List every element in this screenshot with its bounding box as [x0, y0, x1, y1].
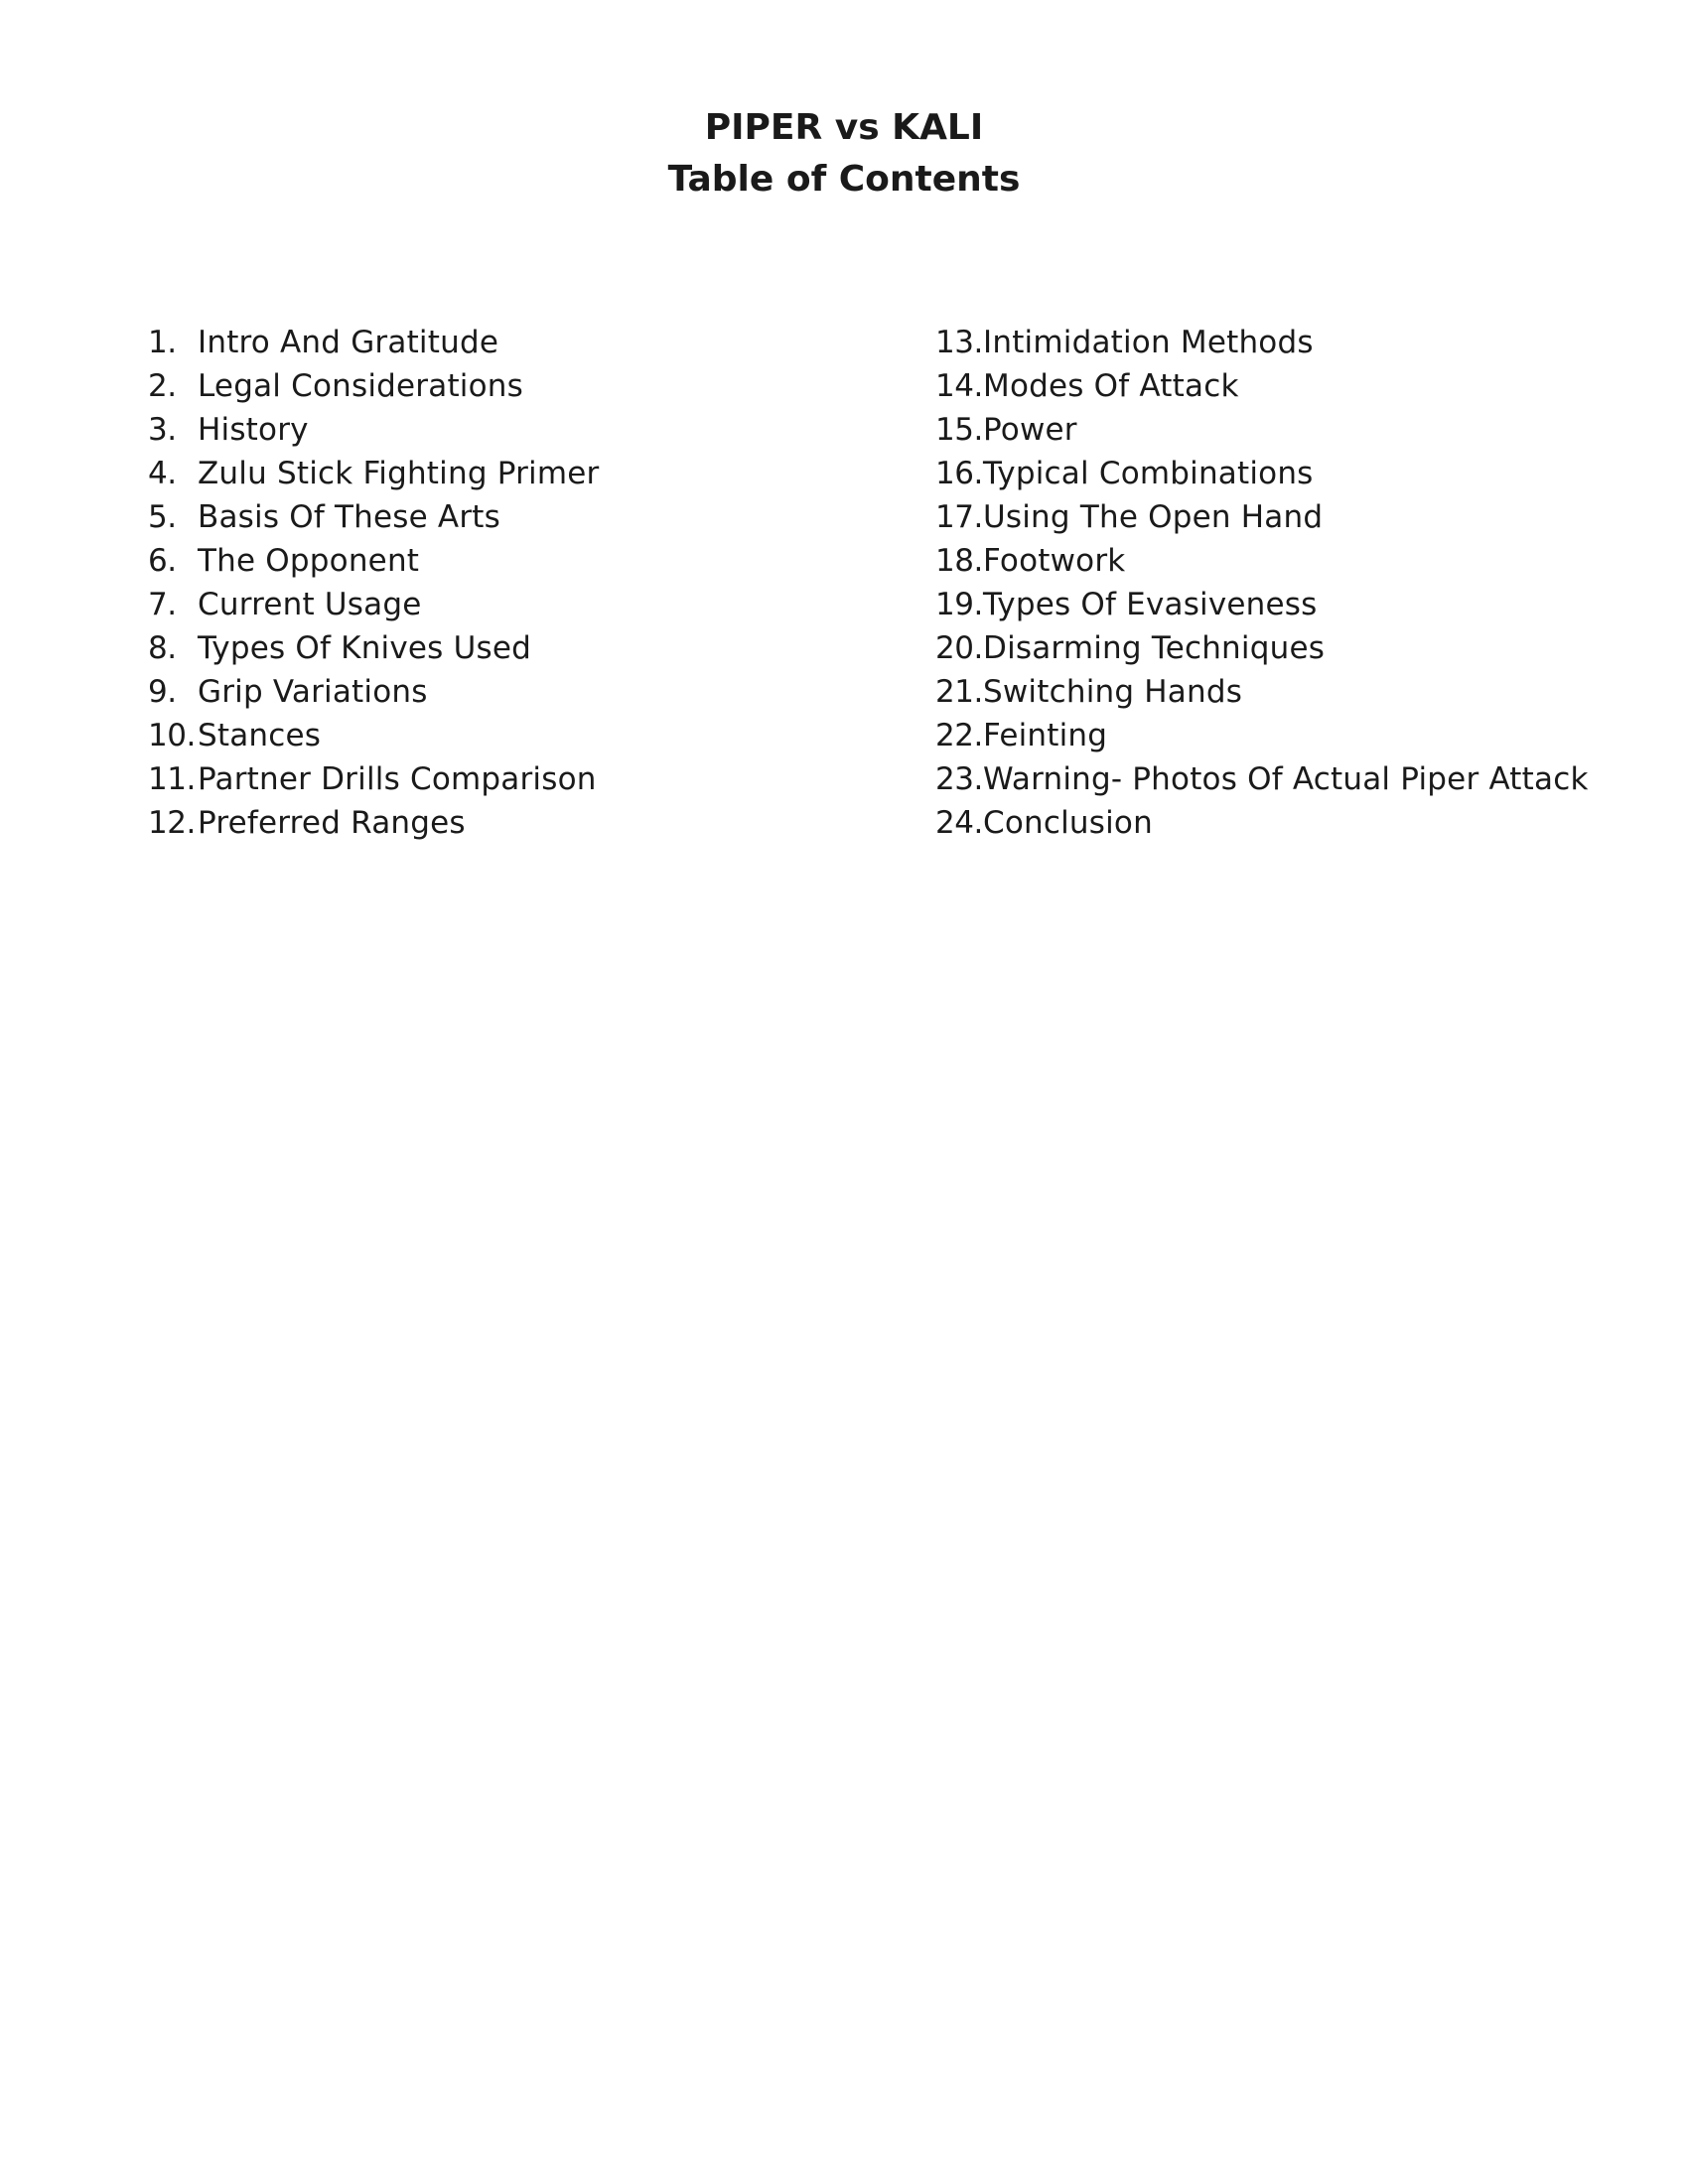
- toc-item-number: 17.: [935, 499, 983, 535]
- toc-item-number: 11.: [148, 761, 196, 797]
- toc-item-number: 16.: [935, 456, 983, 491]
- toc-item-label: Grip Variations: [198, 674, 428, 710]
- toc-item: [935, 757, 1589, 801]
- toc-item-number: 2.: [148, 368, 177, 404]
- toc-item: [935, 539, 1589, 583]
- toc-item-number: 14.: [935, 368, 983, 404]
- toc-item-number: 1.: [148, 325, 177, 360]
- toc-item: [935, 801, 1589, 845]
- toc-item: [935, 321, 1589, 364]
- toc-heading: Table of Contents: [667, 159, 1021, 200]
- toc-item: [935, 408, 1589, 452]
- toc-item-label: The Opponent: [198, 543, 420, 579]
- toc-item-number: 23.: [935, 761, 983, 797]
- toc-item-number: 8.: [148, 630, 177, 666]
- toc-item: [148, 583, 599, 626]
- toc-item-number: 13.: [935, 325, 983, 360]
- toc-item-label: Preferred Ranges: [198, 805, 466, 841]
- toc-item-number: 7.: [148, 587, 177, 622]
- toc-item: [935, 495, 1589, 539]
- toc-item: [148, 364, 599, 408]
- toc-item-number: 18.: [935, 543, 983, 579]
- toc-item-label: Intimidation Methods: [983, 325, 1314, 360]
- toc-item: [935, 714, 1589, 757]
- toc-item: [148, 321, 599, 364]
- document-title: PIPER vs KALI: [704, 107, 984, 148]
- toc-item: [148, 714, 599, 757]
- toc-item-number: 19.: [935, 587, 983, 622]
- toc-item-label: Warning- Photos Of Actual Piper Attack: [983, 761, 1589, 797]
- toc-item-label: Typical Combinations: [983, 456, 1314, 491]
- toc-item-number: 4.: [148, 456, 177, 491]
- toc-item-number: 10.: [148, 718, 196, 753]
- toc-item-number: 22.: [935, 718, 983, 753]
- toc-item: [148, 495, 599, 539]
- toc-item: [148, 670, 599, 714]
- title-block: [0, 102, 1688, 205]
- toc-item-number: 21.: [935, 674, 983, 710]
- toc-item-label: History: [198, 412, 309, 448]
- toc-item: [148, 801, 599, 845]
- toc-item-label: Footwork: [983, 543, 1126, 579]
- toc-item: [148, 626, 599, 670]
- toc-item: [935, 626, 1589, 670]
- toc-item-label: Zulu Stick Fighting Primer: [198, 456, 600, 491]
- toc-column-left: [148, 321, 599, 845]
- toc-item-number: 5.: [148, 499, 177, 535]
- toc-item-number: 9.: [148, 674, 177, 710]
- toc-item: [148, 757, 599, 801]
- toc-item: [935, 452, 1589, 495]
- toc-item-label: Current Usage: [198, 587, 422, 622]
- toc-column-right: [935, 321, 1589, 845]
- toc-item-label: Using The Open Hand: [983, 499, 1324, 535]
- toc-item-number: 6.: [148, 543, 177, 579]
- toc-item: [148, 452, 599, 495]
- toc-item-label: Switching Hands: [983, 674, 1243, 710]
- toc-item-label: Types Of Knives Used: [198, 630, 531, 666]
- toc-item-label: Intro And Gratitude: [198, 325, 499, 360]
- toc-item: [935, 670, 1589, 714]
- toc-item: [935, 364, 1589, 408]
- toc-item-number: 15.: [935, 412, 983, 448]
- toc-item-label: Modes Of Attack: [983, 368, 1239, 404]
- toc-item-number: 24.: [935, 805, 983, 841]
- toc-item-label: Power: [983, 412, 1077, 448]
- toc-item-label: Feinting: [983, 718, 1108, 753]
- toc-item-label: Types Of Evasiveness: [983, 587, 1318, 622]
- toc-item-label: Basis Of These Arts: [198, 499, 500, 535]
- toc-item-label: Disarming Techniques: [983, 630, 1326, 666]
- toc-item-label: Legal Considerations: [198, 368, 523, 404]
- toc-item: [148, 539, 599, 583]
- toc-item-label: Stances: [198, 718, 322, 753]
- toc-item-label: Partner Drills Comparison: [198, 761, 597, 797]
- toc-item-number: 3.: [148, 412, 177, 448]
- toc-item-label: Conclusion: [983, 805, 1153, 841]
- toc-item: [935, 583, 1589, 626]
- toc-item-number: 12.: [148, 805, 196, 841]
- toc-item-number: 20.: [935, 630, 983, 666]
- toc-item: [148, 408, 599, 452]
